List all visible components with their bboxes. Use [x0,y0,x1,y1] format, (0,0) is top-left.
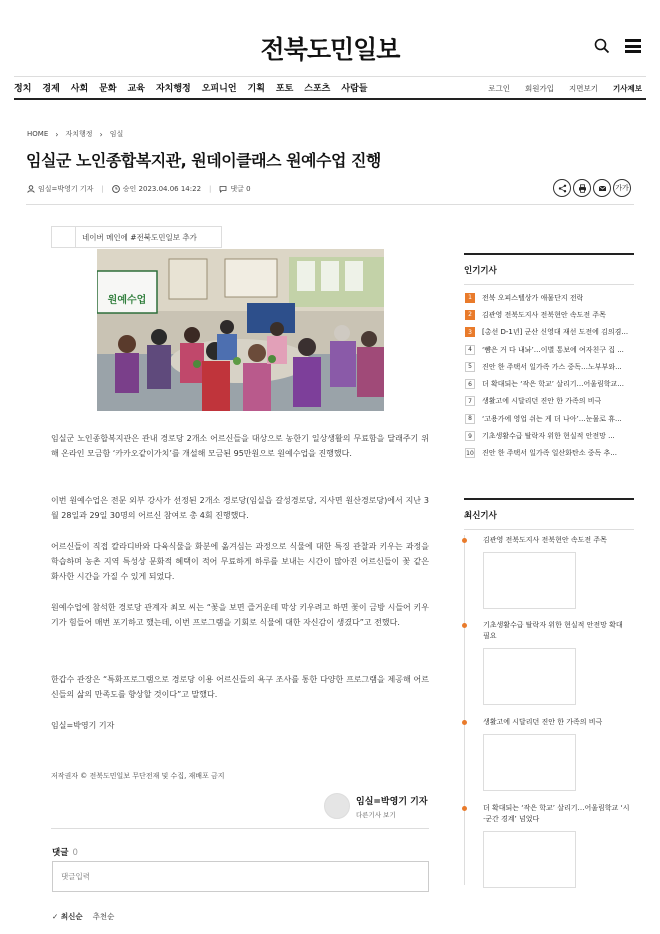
popular-heading-label: 인기기사 [464,266,497,276]
rank-badge: 9 [465,431,475,441]
photo-banner-text: 원예수업 [107,295,147,306]
rank-badge: 3 [465,327,475,337]
breadcrumb-section[interactable]: 자치행정 [65,130,93,138]
breadcrumb [27,129,123,139]
latest-item[interactable] [465,803,635,888]
latest-thumbnail [483,648,576,705]
nav-item[interactable]: 정치 [14,84,32,94]
latest-heading [464,498,634,528]
bullet-dot [462,720,467,725]
popular-item[interactable] [465,375,633,392]
comment-heading-count: 0 [72,848,78,858]
latest-item-title: 김관영 전북도지사 전북현안 속도전 주목 [483,536,607,544]
popular-item-title: 진안 한 주택서 일가족 일산화탄소 중독 추... [482,449,617,458]
rank-badge: 2 [465,310,475,320]
popular-item-title: 진안 한 주택서 일가족 가스 중독…노부부와... [482,362,622,371]
comment-input[interactable] [53,862,428,891]
rank-badge: 5 [465,362,475,372]
article-photo[interactable] [97,249,384,411]
main-nav [14,76,646,100]
avatar [324,793,350,819]
bullet-dot [462,538,467,543]
latest-item[interactable] [465,535,635,609]
search-icon[interactable] [594,38,610,54]
naver-subscribe-box[interactable] [51,226,222,248]
nav-item[interactable]: 교육 [127,84,145,94]
copyright-notice: 저작권자 © 전북도민일보 무단전재 및 수집, 재배포 금지 [51,772,225,780]
rank-badge: 8 [465,414,475,424]
latest-item-title: 생활고에 시달리던 진안 한 가족의 비극 [483,718,603,726]
popular-item-title: 김관영 전북도지사 전북현안 속도전 주목 [482,310,606,319]
latest-list [464,535,634,885]
divider [464,529,634,530]
breadcrumb-subsection[interactable]: 임실 [109,130,124,138]
article-paragraph: 원예수업에 참석한 경로당 관계자 최모 씨는 “꽃을 보면 즐거운데 막상 키우려고 하면 꽃이 금방 시들어 키우기가 힘들어 매번 포기하고 했는데, 이번 프로그램을 기회로 식물에 대한 자신감이 생겼다”고 전했다. [51,603,429,627]
photo-illustration [97,249,384,411]
popular-item[interactable] [465,427,633,444]
nav-item[interactable]: 사회 [70,84,89,94]
popular-item-title: ‘고용가에 영업 쉬는 게 더 나아’…눈물로 휴... [482,414,622,423]
chevron-right-icon: › [99,129,103,139]
util-link[interactable]: 회원가입 [525,84,555,93]
article-paragraph: 이번 원예수업은 전문 외부 강사가 선정된 2개소 경로당(임실읍 갈성경로당, 지사면 원산경로당)에서 지난 3월 28일과 29일 30명의 어르신 참여로 총 4회 진행했다. [51,496,429,520]
comment-heading [52,846,78,858]
print-icon[interactable] [573,179,591,197]
latest-item[interactable] [465,620,635,705]
latest-item-title: 더 확대되는 ‘작은 학교’ 살리기…어울림학교 ‘시·군간 경계’ 넘었다 [483,804,630,823]
popular-heading [464,253,634,283]
popular-item-title: 전북 오피스텔상가 애물단지 전락 [482,293,584,302]
email-icon[interactable] [593,179,611,197]
popular-item-title: 생활고에 시달리던 진안 한 가족의 비극 [482,397,602,406]
bullet-dot [462,623,467,628]
reporter-name[interactable]: 임실=박영기 기자 [38,185,94,193]
divider [464,284,634,285]
popular-item[interactable] [465,341,633,358]
nav-item[interactable]: 포토 [275,84,294,94]
article-paragraph: 한갑수 관장은 “특화프로그램으로 경로당 이용 어르신들의 욕구 조사를 통한 다양한 프로그램을 제공해 어르신들의 삶의 만족도를 향상할 것이다”고 말했다. [51,675,429,699]
article-byline: 임실=박영기 기자 [51,721,115,730]
latest-thumbnail [483,831,576,888]
nav-item[interactable]: 사람들 [341,84,368,94]
nav-item[interactable]: 오피니언 [201,84,237,94]
other-articles-link[interactable]: 다른기사 보기 [356,810,396,819]
popular-item[interactable] [465,410,633,427]
bullet-dot [462,806,467,811]
latest-item[interactable] [465,717,635,791]
nav-item[interactable]: 경제 [42,84,60,94]
site-logo[interactable]: 전북도민일보 [260,35,400,64]
sort-latest-label: 최신순 [60,912,83,921]
rank-badge: 6 [465,379,475,389]
comment-sort [52,911,124,922]
popular-item[interactable] [465,445,633,462]
util-link[interactable]: 지면보기 [569,84,599,93]
rank-badge: 10 [466,449,474,457]
rank-badge: 7 [465,396,475,406]
category-menu [14,81,378,94]
author-card[interactable] [324,793,428,819]
article-title: 임실군 노인종합복지관, 원데이클래스 원예수업 진행 [26,151,381,170]
comment-count[interactable]: 댓글 0 [230,185,251,193]
author-divider [51,828,429,829]
sort-recommended[interactable]: 추천순 [92,912,115,921]
util-link[interactable]: 기사제보 [613,84,642,93]
popular-item-title: 더 확대되는 ‘작은 학교’ 살리기…어울림학교... [482,380,624,389]
sort-latest[interactable]: ✓ 최신순 [52,912,83,921]
naver-logo-icon [52,226,76,248]
divider: | [209,185,212,193]
comment-icon [219,185,227,193]
clock-icon [112,185,120,193]
comment-heading-label: 댓글 [52,848,69,858]
popular-item[interactable] [465,358,633,375]
article-paragraph: 어르신들이 직접 칼라디바와 다육식물을 화분에 옮겨심는 과정으로 식물에 대한 특징 관찰과 키우는 과정을 학습하며 농촌 지역 특성상 문화적 혜택이 적어 무료하게 하루를 보내는 시간이 많아진 어르신들이 꽃 같은 화사한 시간을 가질 수 있게 되었다. [51,542,429,581]
utility-menu [473,83,642,94]
meta-divider [26,204,634,205]
nav-item[interactable]: 자치행정 [155,84,191,94]
author-name: 임실=박영기 기자 [356,796,428,807]
rank-badge: 4 [465,345,475,355]
latest-heading-label: 최신기사 [464,511,497,521]
popular-list [465,289,633,462]
hamburger-menu-icon[interactable] [625,39,641,53]
approved-date: 승인 2023.04.06 14:22 [122,185,202,193]
latest-thumbnail [483,734,576,791]
popular-item[interactable] [465,306,633,323]
latest-item-title: 기초생활수급 탈락자 위한 현실적 안전망 확대 필요 [483,621,623,640]
rank-badge: 1 [465,293,475,303]
chevron-right-icon: › [55,129,59,139]
popular-item[interactable] [465,393,633,410]
popular-item-title: [총선 D-1년] 군산 신영대 재선 도전에 김의겸... [482,328,629,337]
naver-subscribe-label: 네이버 메인에 #전북도민일보 추가 [82,232,197,242]
user-icon [27,185,35,193]
util-link[interactable]: 로그인 [488,84,511,93]
article-meta [27,184,251,194]
popular-item-title: 기초생활수급 탈락자 위한 현실적 안전망 ... [482,432,615,441]
nav-item[interactable]: 스포츠 [304,84,331,94]
latest-thumbnail [483,552,576,609]
article-paragraph: 임실군 노인종합복지관은 관내 경로당 2개소 어르신들을 대상으로 농한기 일상생활의 무료함을 달래주기 위해 온라인 모금함 ‘카카오같이가치’를 개설해 모금된 95만원으로 원예수업을 진행했다. [51,434,429,458]
share-icon[interactable] [553,179,571,197]
divider: | [101,185,104,193]
nav-item[interactable]: 기획 [247,84,265,94]
breadcrumb-home[interactable]: HOME [27,130,49,138]
share-toolbar [553,179,631,197]
nav-item[interactable]: 문화 [99,84,117,94]
comment-input-box[interactable] [52,861,429,892]
font-size-icon[interactable]: 가가 [613,179,631,197]
popular-item[interactable] [465,324,633,341]
popular-item-title: ‘뺨은 거 다 내놔’…이별 통보에 여자친구 집 ... [482,345,624,354]
popular-item[interactable] [465,289,633,306]
